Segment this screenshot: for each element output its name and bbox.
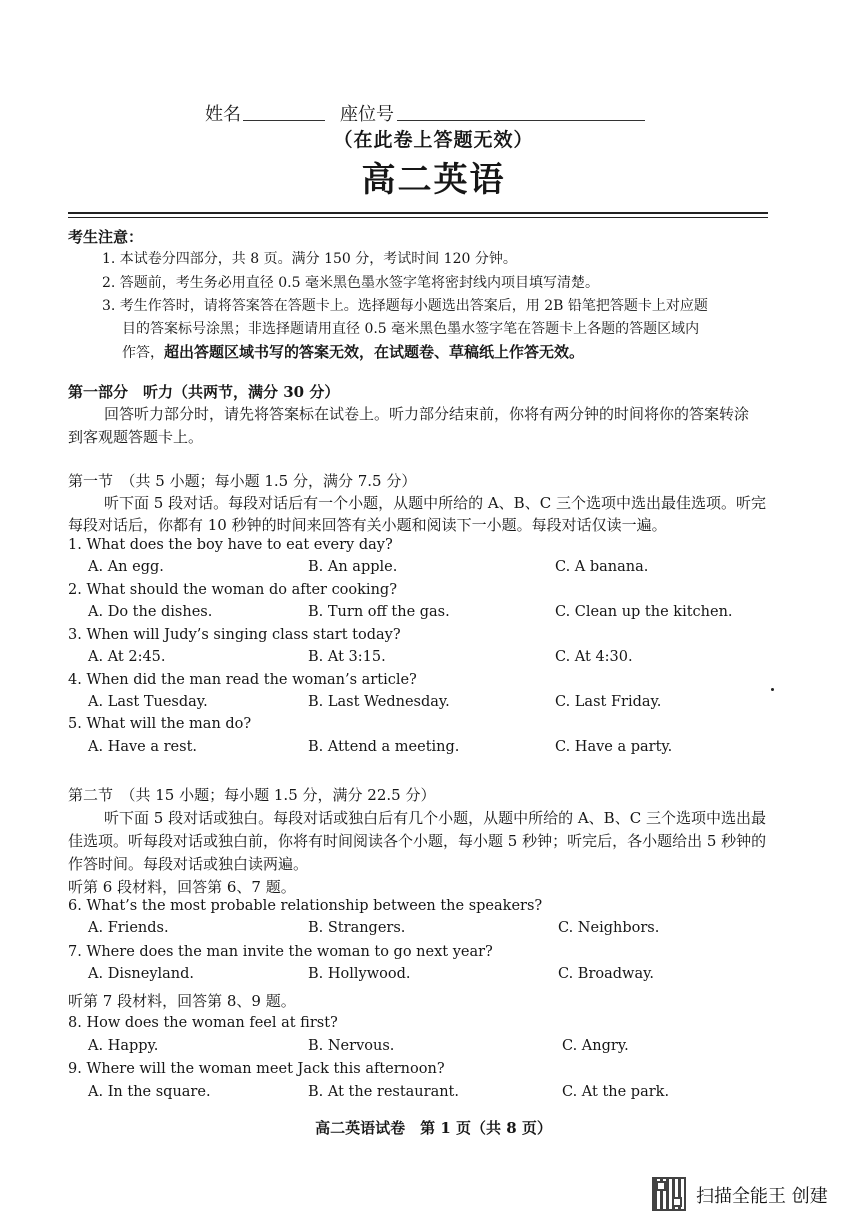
option-b[interactable]: B. Hollywood. (308, 966, 411, 982)
instruction-item: 1. 本试卷分四部分，共 8 页。满分 150 分，考试时间 120 分钟。 (102, 251, 517, 267)
option-c[interactable]: C. Neighbors. (558, 920, 660, 936)
question-3: 3. When will Judy’s singing class start today? (68, 627, 401, 643)
option-a[interactable]: A. Have a rest. (88, 739, 198, 755)
option-c[interactable]: C. At the park. (562, 1084, 670, 1100)
option-c[interactable]: C. Have a party. (555, 739, 673, 755)
option-b[interactable]: B. At 3:15. (308, 649, 386, 665)
option-b[interactable]: B. Nervous. (308, 1038, 395, 1054)
section2-intro-line: 作答时间。每段对话或独白读两遍。 (68, 855, 309, 873)
section1-intro-line: 听下面 5 段对话。每段对话后有一个小题，从题中所给的 A、B、C 三个选项中选出最佳选项。听完 (104, 494, 766, 512)
instruction-item: 目的答案标号涂黑；非选择题请用直径 0.5 毫米黑色墨水签字笔在答题卡上各题的答题区域内 (122, 321, 700, 337)
question-8: 8. How does the woman feel at first? (68, 1015, 338, 1031)
seat-label: 座位号 (340, 104, 394, 125)
option-a[interactable]: A. Friends. (88, 920, 169, 936)
option-b[interactable]: B. An apple. (308, 559, 398, 575)
option-c[interactable]: C. Broadway. (558, 966, 654, 982)
section2-heading: 第二节 （共 15 小题；每小题 1.5 分，满分 22.5 分） (68, 786, 436, 804)
option-b[interactable]: B. Turn off the gas. (308, 604, 450, 620)
material-7-note: 听第 7 段材料，回答第 8、9 题。 (68, 992, 296, 1010)
option-a[interactable]: A. In the square. (88, 1084, 211, 1100)
option-a[interactable]: A. At 2:45. (88, 649, 166, 665)
instruction-item: 3. 考生作答时，请将答案答在答题卡上。选择题每小题选出答案后，用 2B 铅笔把答题卡上对应题 (102, 298, 708, 314)
option-b[interactable]: B. Attend a meeting. (308, 739, 460, 755)
option-c[interactable]: C. Last Friday. (555, 694, 662, 710)
instruction-item-start: 作答， (122, 345, 164, 361)
question-6: 6. What’s the most probable relationship between the speakers? (68, 898, 543, 914)
question-5: 5. What will the man do? (68, 716, 252, 732)
section2-intro-line: 听下面 5 段对话或独白。每段对话或独白后有几个小题，从题中所给的 A、B、C 三个选项中选出最 (104, 809, 766, 827)
option-b[interactable]: B. Last Wednesday. (308, 694, 450, 710)
name-blank[interactable] (243, 120, 325, 121)
option-a[interactable]: A. Do the dishes. (88, 604, 213, 620)
question-1: 1. What does the boy have to eat every day? (68, 537, 393, 553)
page-footer: 高二英语试卷 第 1 页（共 8 页） (315, 1119, 552, 1137)
option-c[interactable]: C. At 4:30. (555, 649, 633, 665)
page-title: 高二英语 (361, 160, 506, 200)
option-b[interactable]: B. At the restaurant. (308, 1084, 459, 1100)
option-c[interactable]: C. Angry. (562, 1038, 629, 1054)
instructions-heading: 考生注意： (68, 228, 144, 246)
part1-intro-line: 到客观题答题卡上。 (68, 428, 204, 446)
qr-code-icon (652, 1177, 686, 1211)
option-c[interactable]: C. A banana. (555, 559, 649, 575)
option-a[interactable]: A. Last Tuesday. (88, 694, 208, 710)
answer-invalid-notice: （在此卷上答题无效） (333, 129, 534, 151)
seat-blank[interactable] (397, 120, 645, 121)
name-label: 姓名 (205, 104, 241, 125)
option-a[interactable]: A. An egg. (88, 559, 164, 575)
question-9: 9. Where will the woman meet Jack this afternoon? (68, 1061, 445, 1077)
option-b[interactable]: B. Strangers. (308, 920, 406, 936)
part1-intro-line: 回答听力部分时，请先将答案标在试卷上。听力部分结束前，你将有两分钟的时间将你的答案转涂 (104, 405, 750, 423)
instruction-bold-warning: 超出答题区域书写的答案无效，在试题卷、草稿纸上作答无效。 (164, 343, 585, 361)
section2-intro-line: 佳选项。听每段对话或独白前，你将有时间阅读各个小题，每小题 5 秒钟；听完后，各小题给出 5 秒钟的 (68, 832, 767, 850)
material-6-note: 听第 6 段材料，回答第 6、7 题。 (68, 878, 296, 896)
instruction-item: 2. 答题前，考生务必用直径 0.5 毫米黑色墨水签字笔将密封线内项目填写清楚。 (102, 275, 599, 291)
section1-heading: 第一节 （共 5 小题；每小题 1.5 分，满分 7.5 分） (68, 472, 417, 490)
question-4: 4. When did the man read the woman’s article? (68, 672, 417, 688)
name-seat-line (205, 100, 655, 124)
option-a[interactable]: A. Happy. (88, 1038, 159, 1054)
instruction-item (122, 341, 584, 362)
question-7: 7. Where does the man invite the woman to go next year? (68, 944, 493, 960)
option-c[interactable]: C. Clean up the kitchen. (555, 604, 733, 620)
divider-bottom (68, 217, 768, 218)
option-a[interactable]: A. Disneyland. (88, 966, 195, 982)
scanner-watermark: 扫描全能王 创建 (696, 1186, 828, 1207)
part1-heading: 第一部分 听力（共两节，满分 30 分） (68, 383, 340, 401)
scan-speck (771, 688, 774, 691)
divider-top (68, 212, 768, 214)
question-2: 2. What should the woman do after cooking? (68, 582, 397, 598)
section1-intro-line: 每段对话后，你都有 10 秒钟的时间来回答有关小题和阅读下一小题。每段对话仅读一遍。 (68, 516, 667, 534)
